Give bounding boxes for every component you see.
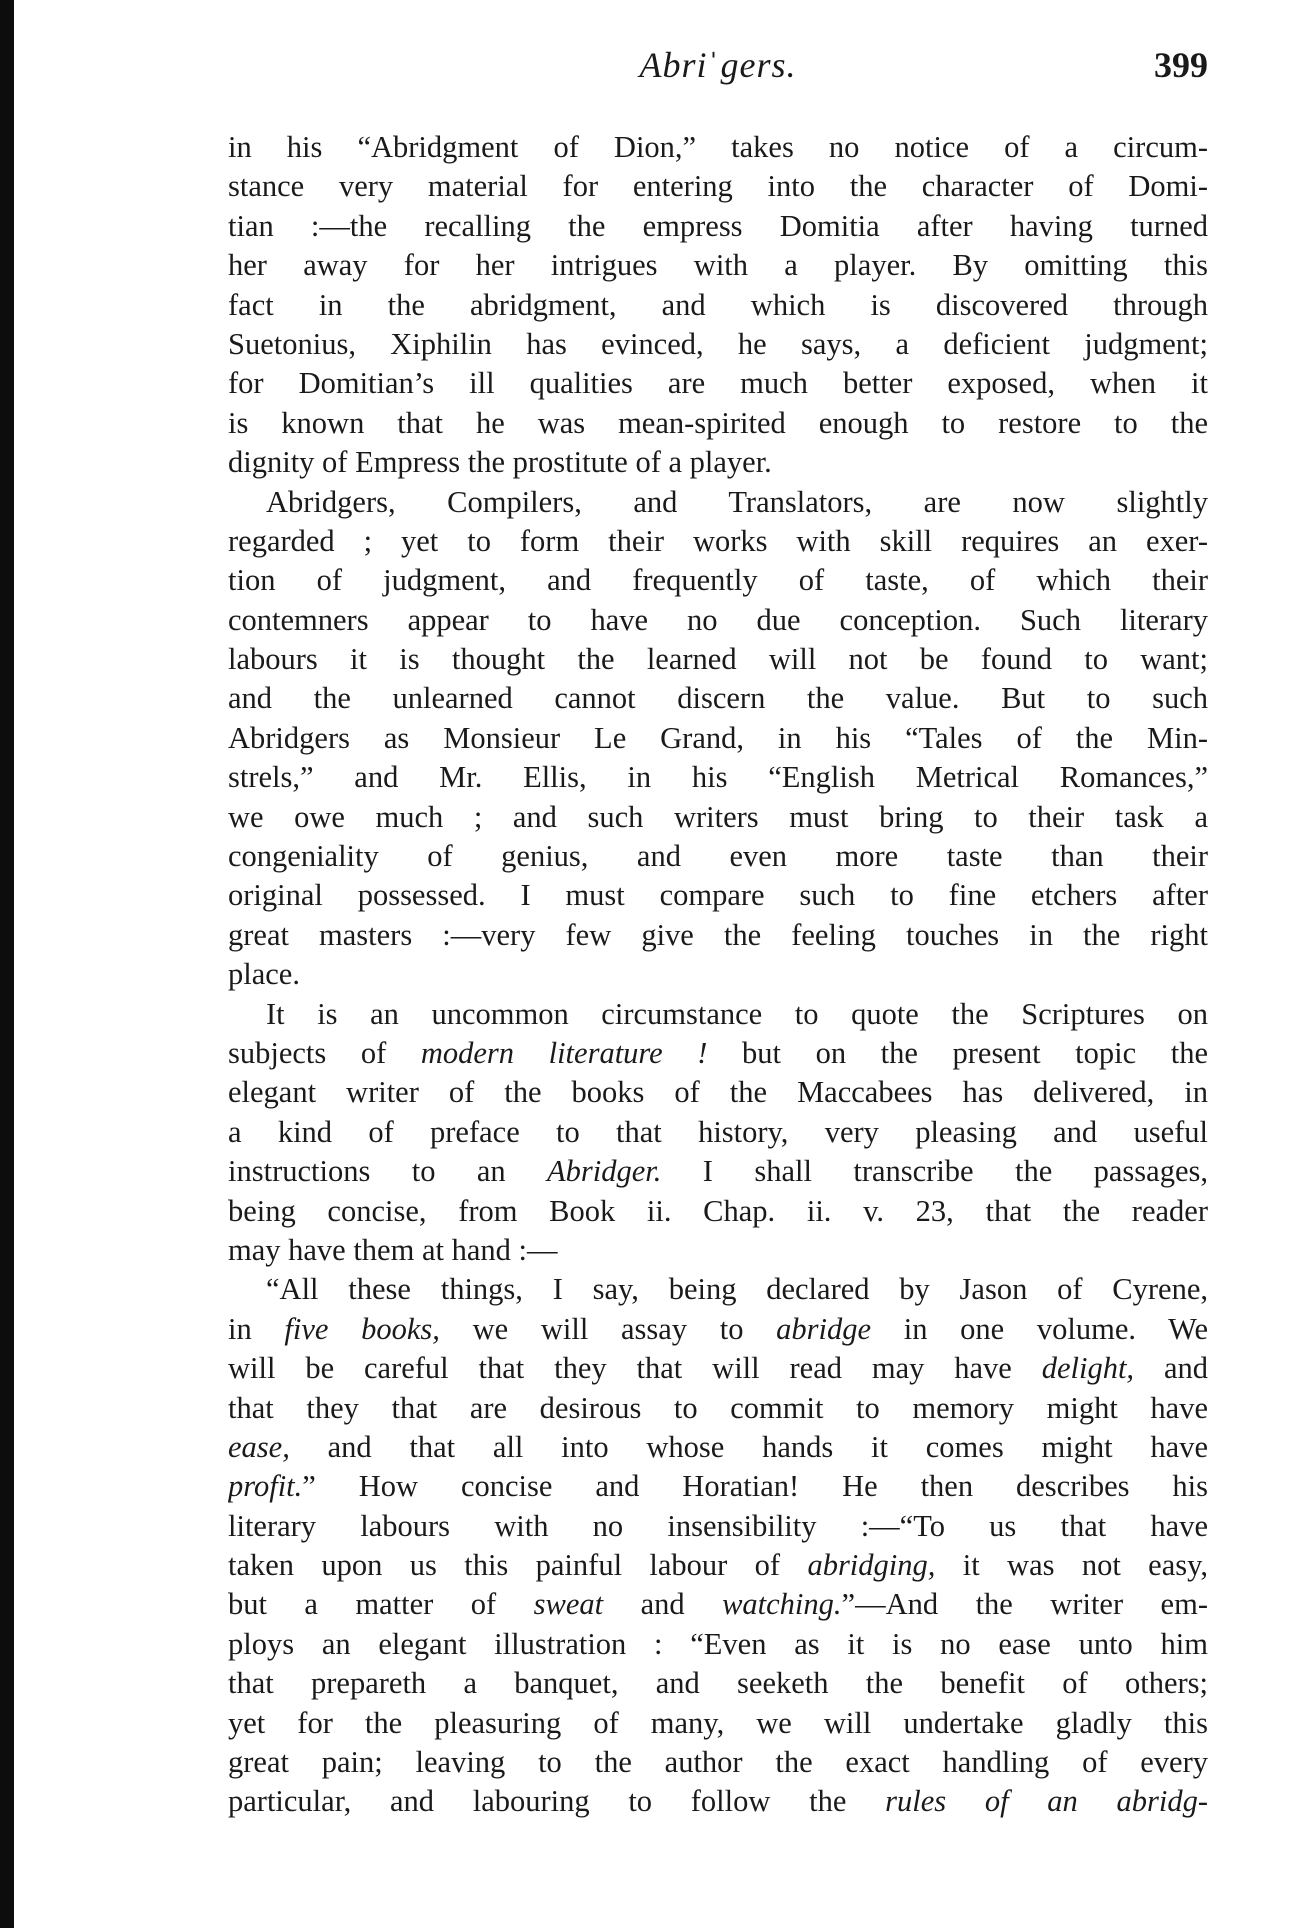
text-line: we owe much ; and such writers must bring to their task a	[228, 799, 1208, 834]
text-run: in	[228, 1311, 285, 1346]
text-line: elegant writer of the books of the Maccabees has delivered, in	[228, 1075, 1208, 1110]
text-line: great masters :—very few give the feeling touches in the right	[228, 917, 1208, 952]
italic-text-run: delight,	[1041, 1351, 1135, 1386]
italic-text-run: rules of an abridg-	[885, 1784, 1208, 1819]
text-run: ” How concise and Horatian! He then describes his	[302, 1469, 1208, 1504]
italic-text-run: sweat	[533, 1587, 604, 1622]
text-run: and that all into whose hands it comes might have	[289, 1429, 1208, 1464]
text-line: may have them at hand :—	[228, 1232, 558, 1267]
text-line: dignity of Empress the prostitute of a player.	[228, 445, 772, 480]
text-run: and	[1134, 1351, 1208, 1386]
text-line: that prepareth a banquet, and seeketh the benefit of others;	[228, 1666, 1208, 1701]
body-text	[228, 128, 1208, 1822]
text-line: original possessed. I must compare such to fine etchers after	[228, 878, 1208, 913]
running-head	[228, 44, 1208, 96]
text-line: place.	[228, 957, 300, 992]
italic-text-run: abridging,	[807, 1548, 936, 1583]
text-line: tian :—the recalling the empress Domitia after having turned	[228, 208, 1208, 243]
text-run: ”—And the writer em-	[841, 1587, 1208, 1622]
italic-text-run: Abridger.	[547, 1154, 662, 1189]
text-line: a kind of preface to that history, very pleasing and useful	[228, 1114, 1208, 1149]
text-line	[228, 1428, 1208, 1467]
text-run: and	[603, 1587, 723, 1622]
page-number: 399	[1154, 45, 1208, 85]
text-run: it was not easy,	[935, 1548, 1208, 1583]
text-line: that they that are desirous to commit to memory might have	[228, 1390, 1208, 1425]
text-line: labours it is thought the learned will not be found to want;	[228, 642, 1208, 677]
text-line: contemners appear to have no due conception. Such literary	[228, 602, 1208, 637]
text-line: yet for the pleasuring of many, we will undertake gladly this	[228, 1705, 1208, 1740]
text-line: her away for her intrigues with a player. By omitting this	[228, 248, 1208, 283]
text-run: will be careful that they that will read may have	[228, 1351, 1042, 1386]
text-line	[228, 1467, 1208, 1506]
text-run: we will assay to	[439, 1311, 777, 1346]
italic-text-run: profit.	[228, 1469, 303, 1504]
page-binding-edge	[0, 0, 14, 1928]
text-run: subjects of	[228, 1035, 421, 1070]
running-title: Abriˈgers.	[639, 45, 797, 85]
text-line	[228, 1585, 1208, 1624]
text-line	[228, 1034, 1208, 1073]
text-line	[228, 1152, 1208, 1191]
text-line: stance very material for entering into the character of Domi-	[228, 169, 1208, 204]
text-line: It is an uncommon circumstance to quote the Scriptures on	[266, 996, 1208, 1031]
text-line: regarded ; yet to form their works with skill requires an exer-	[228, 523, 1208, 558]
text-line	[228, 1546, 1208, 1585]
text-line: Suetonius, Xiphilin has evinced, he says, a deficient judgment;	[228, 326, 1208, 361]
text-line: tion of judgment, and frequently of taste, of which their	[228, 563, 1208, 598]
text-run: but on the present topic the	[707, 1035, 1208, 1070]
italic-text-run: modern literature !	[420, 1035, 708, 1070]
text-line: great pain; leaving to the author the exact handling of every	[228, 1745, 1208, 1780]
text-line: Abridgers, Compilers, and Translators, are now slightly	[266, 484, 1208, 519]
text-line: in his “Abridgment of Dion,” takes no notice of a circum-	[228, 130, 1208, 164]
text-run: taken upon us this painful labour of	[228, 1548, 808, 1583]
text-line: fact in the abridgment, and which is discovered through	[228, 287, 1208, 322]
text-run: I shall transcribe the passages,	[661, 1154, 1208, 1189]
italic-text-run: watching.	[722, 1587, 842, 1622]
text-line: “All these things, I say, being declared by Jason of Cyrene,	[266, 1272, 1208, 1307]
text-run: in one volume. We	[871, 1311, 1208, 1346]
text-line: strels,” and Mr. Ellis, in his “English Metrical Romances,”	[228, 760, 1208, 795]
text-run: but a matter of	[228, 1587, 534, 1622]
italic-text-run: five books,	[284, 1311, 440, 1346]
text-line: for Domitian’s ill qualities are much better exposed, when it	[228, 366, 1208, 401]
italic-text-run: abridge	[776, 1311, 872, 1346]
text-run: instructions to an	[228, 1154, 548, 1189]
text-run: particular, and labouring to follow the	[228, 1784, 886, 1819]
text-line: being concise, from Book ii. Chap. ii. v. 23, that the reader	[228, 1193, 1208, 1228]
italic-text-run: ease,	[228, 1429, 290, 1464]
text-line: is known that he was mean-spirited enough to restore to the	[228, 405, 1208, 440]
text-line: Abridgers as Monsieur Le Grand, in his “Tales of the Min-	[228, 720, 1208, 755]
text-line: and the unlearned cannot discern the value. But to such	[228, 681, 1208, 716]
text-line: literary labours with no insensibility :—“To us that have	[228, 1508, 1208, 1543]
text-line	[228, 1782, 1208, 1821]
text-line: ploys an elegant illustration : “Even as it is no ease unto him	[228, 1626, 1208, 1661]
text-line: congeniality of genius, and even more taste than their	[228, 839, 1208, 874]
text-line	[228, 1310, 1208, 1349]
text-line	[228, 1349, 1208, 1388]
